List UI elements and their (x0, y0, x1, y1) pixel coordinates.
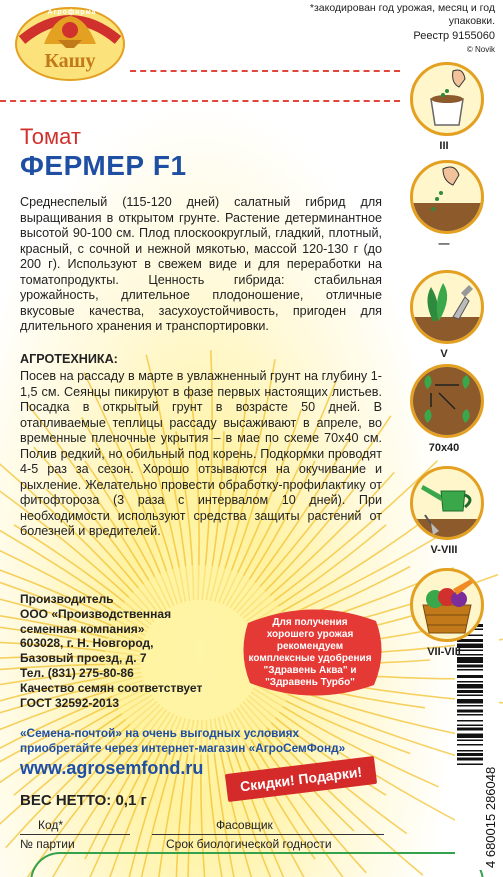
step-label: V-VIII (430, 544, 458, 556)
step-label: VII-VIII (427, 646, 461, 658)
website-link[interactable]: www.agrosemfond.ru (20, 758, 204, 778)
registry-number: Реестр 9155060 (413, 30, 495, 42)
brand-name: Кашу (44, 50, 96, 72)
producer-line: Производитель (20, 592, 114, 606)
producer-line: ГОСТ 32592-2013 (20, 695, 120, 710)
barcode-bar (457, 705, 483, 707)
harvest-basket-icon (410, 568, 484, 642)
barcode-bar (457, 710, 483, 713)
step-label: — (438, 238, 450, 250)
barcode-bar (457, 675, 483, 678)
code-label: Код* (38, 818, 64, 832)
bottom-fields (20, 818, 392, 852)
barcode-bar (457, 720, 483, 722)
step-1 (402, 62, 486, 152)
step-5 (402, 466, 486, 556)
producer-line: Базовый проезд, д. 7 (20, 651, 147, 666)
barcode-bar (457, 753, 483, 756)
step-6 (402, 568, 486, 658)
field-line (152, 834, 384, 835)
brand-arc-text: Агрофирма (47, 9, 97, 16)
producer-info (20, 592, 250, 710)
barcode-bar (457, 734, 483, 739)
harvest-code-note: *закодирован год урожая, месяц и год упаковки. (309, 2, 495, 27)
barcode-bar (457, 740, 483, 742)
step-label: 70x40 (428, 442, 460, 454)
barcode-bar (457, 684, 483, 689)
agro-heading: АГРОТЕХНИКА: (20, 352, 118, 366)
fertilizer-line: хорошего урожая (266, 629, 354, 640)
step-2 (402, 160, 486, 250)
party-label: № партии (20, 837, 75, 851)
fertilizer-line: "Здравень Турбо" (265, 677, 355, 688)
watering-can-icon (410, 466, 484, 540)
fertilizer-recommendation (244, 617, 376, 689)
germination-label: Срок биологической годности (166, 837, 332, 851)
barcode-bar (457, 714, 483, 716)
fertilizer-line: "Здравень Аква" и (263, 665, 357, 676)
copyright: © Novik (466, 45, 495, 54)
barcode-bar (457, 665, 483, 668)
barcode-bar (457, 669, 483, 671)
barcode-bar (457, 764, 483, 766)
growing-steps (402, 62, 492, 662)
field-line (20, 834, 130, 835)
fertilizer-line: рекомендуем (276, 641, 344, 652)
crop-name: Томат (20, 124, 81, 149)
dashed-divider (130, 70, 400, 72)
spacing-scheme-icon (410, 364, 484, 438)
planting-trowel-icon (410, 270, 484, 344)
promo-line: приобретайте через интернет-магазин «АгроСемФонд» (20, 740, 346, 755)
promo-line: «Семена-почтой» на очень выгодных условиях (20, 726, 300, 740)
step-4 (402, 364, 486, 454)
dashed-divider (0, 100, 400, 102)
step-label: III (439, 140, 449, 152)
barcode-bar (457, 690, 483, 693)
producer-line: семенная компания» (20, 621, 145, 636)
bottom-arc-border (30, 852, 484, 877)
step-label: V (440, 348, 448, 360)
fertilizer-line: Для получения (272, 617, 348, 628)
agro-text: Посев на рассаду в марте в увлажненный грунт на глубину 1-1,5 см. Сеянцы пикируют в фазе первых настоящих листьев. Посадка в открытый грунт в возрасте 50 дней. В отапливаемые теплицы рассаду высаживают в апреле, во временные пленочные укрытия – в мае по схеме 70x40 см. Полив редкий, но обильный под корень. Подкормки проводят 4-5 раз за сезон. Хорошо отзываются на окучивание и рыхление. Желательно провести обработку-профилактику от фитофтороза (3 раза с интервалом 10 дней). При необходимости используют средства защиты растений от болезней и вредителей. (20, 369, 382, 538)
producer-line: 603028, г. Н. Новгород, (20, 636, 154, 651)
sowing-soil-icon (410, 160, 484, 234)
barcode-bar (457, 699, 483, 704)
barcode-bar (457, 695, 483, 697)
barcode-bar (457, 758, 483, 761)
producer-line: ООО «Производственная (20, 606, 172, 621)
net-weight: ВЕС НЕТТО: 0,1 г (20, 792, 147, 809)
barcode-bar (457, 750, 483, 752)
sale-badge: Скидки! Подарки! (225, 756, 377, 802)
promo-text (20, 726, 390, 755)
barcode-bar (457, 728, 483, 731)
seed-cup-icon (410, 62, 484, 136)
producer-line: Тел. (831) 275-80-86 (20, 665, 134, 680)
barcode-bar (457, 744, 483, 746)
description-text: Среднеспелый (115-120 дней) салатный гибрид для выращивания в открытом грунте. Растение детерминантное высотой 90-100 см. Плод плоскоокруглый, гладкий, плотный, красный, с сочной и нежной мякотью, массой 120-130 г (до 200 г). Используют в свежем виде и для переработки на томатопродукты. Ценность гибрида: стабильная урожайность, длительное плодоношение, отличные вкусовые качества, засухоустойчивость, пригоден для длительного хранения и транспортировки. (20, 195, 382, 333)
barcode-bar (457, 681, 483, 683)
producer-line: Качество семян соответствует (20, 680, 203, 695)
variety-name: ФЕРМЕР F1 (20, 150, 187, 181)
packer-label: Фасовщик (216, 818, 273, 832)
barcode-bar (457, 725, 483, 727)
barcode-digits: 4 680015 286048 (483, 766, 498, 868)
step-3 (402, 270, 486, 360)
fertilizer-line: комплексные удобрения (248, 653, 372, 664)
